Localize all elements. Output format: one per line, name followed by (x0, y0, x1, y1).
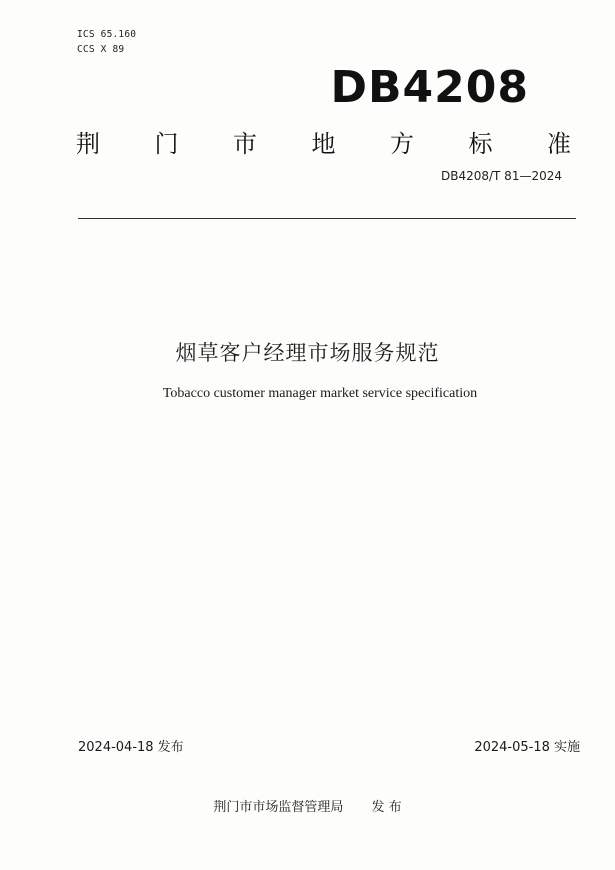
publisher-name: 荆门市市场监督管理局 (213, 800, 344, 815)
standard-type-char: 方 (390, 130, 414, 158)
document-title-english: Tobacco customer manager market service specification (162, 386, 478, 401)
standard-type-char: 市 (233, 130, 257, 158)
implementation-date: 2024-05-18 实施 (474, 740, 580, 755)
ccs-code: CCS X 89 (77, 44, 125, 55)
standard-type-char: 荆 (76, 130, 100, 158)
standard-number: DB4208/T 81—2024 (440, 169, 562, 183)
publisher-line (0, 796, 615, 815)
standard-type-heading (76, 124, 571, 159)
standard-type-char: 门 (154, 130, 179, 158)
document-title-chinese: 烟草客户经理市场服务规范 (175, 341, 440, 365)
standard-logo: DB4208 (330, 62, 529, 113)
standard-type-char: 标 (468, 130, 493, 158)
publish-action: 发 布 (371, 800, 402, 815)
standard-type-char: 地 (311, 130, 336, 158)
ics-code: ICS 65.160 (77, 29, 137, 40)
header-divider (78, 218, 576, 219)
issue-date: 2024-04-18 发布 (78, 740, 184, 755)
standard-type-char: 准 (547, 130, 571, 158)
